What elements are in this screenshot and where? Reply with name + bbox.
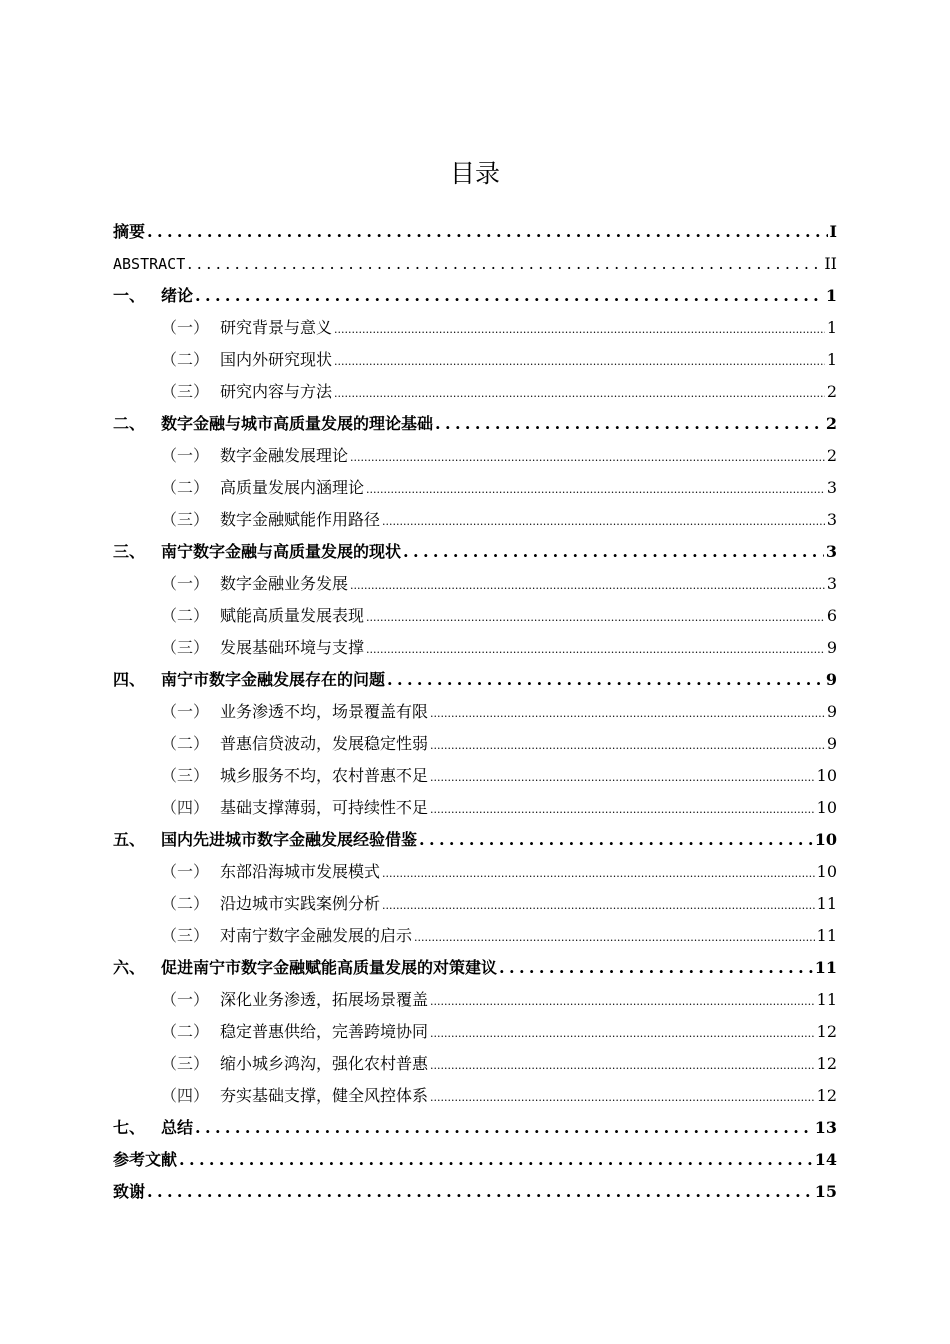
toc-entry-page-number: 13 xyxy=(814,1118,837,1137)
dot-leader xyxy=(430,986,815,1018)
dot-leader xyxy=(382,858,815,890)
toc-entry-section[interactable] xyxy=(113,760,837,792)
toc-entry-chapter[interactable] xyxy=(113,952,837,984)
toc-entry-chapter[interactable] xyxy=(113,536,837,568)
dot-leader xyxy=(366,602,825,634)
toc-entry-page-number: 1 xyxy=(825,286,837,305)
toc-entry-number: （三） xyxy=(161,766,210,785)
toc-entry-title: 数字金融与城市高质量发展的理论基础 xyxy=(161,414,434,433)
toc-entry-number: （三） xyxy=(161,510,210,529)
toc-entry-number: （二） xyxy=(161,606,210,625)
toc-entry-title: 研究内容与方法 xyxy=(220,382,333,401)
toc-entry-title: 南宁数字金融与高质量发展的现状 xyxy=(161,542,402,561)
toc-entry-page-number: 9 xyxy=(826,734,837,753)
toc-entry-title: 城乡服务不均，农村普惠不足 xyxy=(220,766,429,785)
toc-entry-page-number: 10 xyxy=(814,830,837,849)
toc-entry-section[interactable] xyxy=(113,568,837,600)
toc-entry-number: 五、 xyxy=(113,830,146,849)
toc-entry-title: 普惠信贷波动，发展稳定性弱 xyxy=(220,734,429,753)
toc-entry-title: 数字金融业务发展 xyxy=(220,574,349,593)
toc-entry-title: 深化业务渗透，拓展场景覆盖 xyxy=(220,990,429,1009)
toc-entry-page-number: 11 xyxy=(816,926,837,945)
dot-leader xyxy=(499,952,813,984)
dot-leader xyxy=(430,762,815,794)
toc-entry-title: 数字金融赋能作用路径 xyxy=(220,510,381,529)
dot-leader xyxy=(430,1082,815,1114)
toc-entry-number: 二、 xyxy=(113,414,146,433)
dot-leader xyxy=(195,280,824,312)
toc-entry-chapter[interactable] xyxy=(113,216,837,248)
toc-entry-page-number: 10 xyxy=(816,862,837,881)
toc-entry-number: （一） xyxy=(161,862,210,881)
toc-entry-page-number: 2 xyxy=(826,382,837,401)
toc-entry-page-number: 3 xyxy=(826,510,837,529)
toc-entry-page-number: 3 xyxy=(826,574,837,593)
dot-leader xyxy=(334,346,825,378)
dot-leader xyxy=(435,408,824,440)
toc-entry-title: 基础支撑薄弱，可持续性不足 xyxy=(220,798,429,817)
dot-leader xyxy=(187,248,822,280)
dot-leader xyxy=(350,442,825,474)
toc-entry-chapter[interactable] xyxy=(113,664,837,696)
toc-entry-title: 高质量发展内涵理论 xyxy=(220,478,365,497)
dot-leader xyxy=(366,634,825,666)
toc-entry-page-number: 2 xyxy=(826,446,837,465)
toc-entry-page-number: 12 xyxy=(816,1086,837,1105)
toc-entry-title: 致谢 xyxy=(113,1182,146,1201)
toc-entry-title: 缩小城乡鸿沟，强化农村普惠 xyxy=(220,1054,429,1073)
toc-entry-page-number: 12 xyxy=(816,1022,837,1041)
toc-entry-title: 业务渗透不均，场景覆盖有限 xyxy=(220,702,429,721)
toc-entry-page-number: 9 xyxy=(826,702,837,721)
toc-entry-section[interactable] xyxy=(113,1080,837,1112)
toc-entry-section[interactable] xyxy=(113,984,837,1016)
toc-entry-number: 七、 xyxy=(113,1118,146,1137)
toc-entry-number: （四） xyxy=(161,1086,210,1105)
toc-entry-number: 一、 xyxy=(113,286,146,305)
toc-entry-title: ABSTRACT xyxy=(113,255,186,273)
toc-entry-section[interactable] xyxy=(113,856,837,888)
toc-entry-title: 国内先进城市数字金融发展经验借鉴 xyxy=(161,830,418,849)
toc-entry-chapter[interactable] xyxy=(113,1176,837,1208)
toc-entry-number: （三） xyxy=(161,638,210,657)
dot-leader xyxy=(179,1144,813,1176)
toc-entry-chapter[interactable] xyxy=(113,824,837,856)
toc-entry-number: （四） xyxy=(161,798,210,817)
toc-entry-title: 摘要 xyxy=(113,222,146,241)
toc-entry-title: 参考文献 xyxy=(113,1150,178,1169)
toc-entry-title: 绪论 xyxy=(161,286,194,305)
toc-entry-number: （一） xyxy=(161,318,210,337)
dot-leader xyxy=(430,1018,815,1050)
toc-entry-section[interactable] xyxy=(113,376,837,408)
dot-leader xyxy=(430,794,815,826)
toc-entry-page-number: 1 xyxy=(826,350,837,369)
toc-entry-number: （二） xyxy=(161,478,210,497)
toc-entry-number: （一） xyxy=(161,574,210,593)
dot-leader xyxy=(334,314,825,346)
toc-entry-page-number: 1 xyxy=(826,318,837,337)
toc-entry-title: 稳定普惠供给，完善跨境协同 xyxy=(220,1022,429,1041)
toc-entry-page-number: 11 xyxy=(816,990,837,1009)
toc-entry-title: 南宁市数字金融发展存在的问题 xyxy=(161,670,386,689)
toc-entry-title: 研究背景与意义 xyxy=(220,318,333,337)
toc-entry-section[interactable] xyxy=(113,344,837,376)
toc-entry-section[interactable] xyxy=(113,696,837,728)
dot-leader xyxy=(382,890,815,922)
toc-entry-page-number: 3 xyxy=(825,542,837,561)
toc-entry-chapter[interactable] xyxy=(113,1144,837,1176)
toc-entry-number: （一） xyxy=(161,990,210,1009)
toc-entry-number: （三） xyxy=(161,382,210,401)
toc-entry-title: 总结 xyxy=(161,1118,194,1137)
toc-entry-title: 赋能高质量发展表现 xyxy=(220,606,365,625)
dot-leader xyxy=(430,730,825,762)
toc-entry-page-number: II xyxy=(824,254,837,273)
table-of-contents xyxy=(113,216,837,1208)
toc-entry-section[interactable] xyxy=(113,504,837,536)
toc-entry-page-number: 6 xyxy=(826,606,837,625)
dot-leader xyxy=(350,570,825,602)
toc-entry-page-number: I xyxy=(829,222,837,241)
toc-entry-title: 夯实基础支撑，健全风控体系 xyxy=(220,1086,429,1105)
toc-entry-number: （三） xyxy=(161,1054,210,1073)
toc-entry-section[interactable] xyxy=(113,312,837,344)
dot-leader xyxy=(419,824,813,856)
toc-entry-page-number: 14 xyxy=(814,1150,837,1169)
toc-entry-number: （二） xyxy=(161,734,210,753)
toc-entry-number: 四、 xyxy=(113,670,146,689)
toc-entry-section[interactable] xyxy=(113,792,837,824)
toc-entry-number: （一） xyxy=(161,446,210,465)
toc-entry-page-number: 10 xyxy=(816,766,837,785)
toc-entry-page-number: 9 xyxy=(825,670,837,689)
toc-entry-title: 促进南宁市数字金融赋能高质量发展的对策建议 xyxy=(161,958,498,977)
toc-entry-section[interactable] xyxy=(113,600,837,632)
toc-entry-chapter[interactable] xyxy=(113,1112,837,1144)
toc-title: 目录 xyxy=(449,159,500,188)
toc-entry-number: （二） xyxy=(161,350,210,369)
toc-entry-page-number: 9 xyxy=(826,638,837,657)
toc-entry-section[interactable] xyxy=(113,440,837,472)
toc-entry-number: （三） xyxy=(161,926,210,945)
toc-entry-page-number: 12 xyxy=(816,1054,837,1073)
toc-entry-number: （二） xyxy=(161,1022,210,1041)
toc-entry-number: 六、 xyxy=(113,958,146,977)
toc-entry-section[interactable] xyxy=(113,1016,837,1048)
toc-entry-section[interactable] xyxy=(113,1048,837,1080)
dot-leader xyxy=(414,922,815,954)
dot-leader xyxy=(403,536,824,568)
dot-leader xyxy=(334,378,825,410)
toc-entry-section[interactable] xyxy=(113,920,837,952)
toc-entry-page-number: 11 xyxy=(816,894,837,913)
toc-entry-section[interactable] xyxy=(113,632,837,664)
toc-entry-page-number: 15 xyxy=(814,1182,837,1201)
toc-entry-page-number: 3 xyxy=(826,478,837,497)
toc-entry-title: 沿边城市实践案例分析 xyxy=(220,894,381,913)
toc-entry-number: （二） xyxy=(161,894,210,913)
toc-entry-page-number: 2 xyxy=(825,414,837,433)
dot-leader xyxy=(195,1112,813,1144)
toc-entry-section[interactable] xyxy=(113,728,837,760)
toc-entry-section[interactable] xyxy=(113,472,837,504)
dot-leader xyxy=(430,1050,815,1082)
toc-entry-chapter[interactable] xyxy=(113,248,837,280)
toc-entry-title: 国内外研究现状 xyxy=(220,350,333,369)
toc-entry-title: 数字金融发展理论 xyxy=(220,446,349,465)
toc-entry-chapter[interactable] xyxy=(113,280,837,312)
dot-leader xyxy=(366,474,825,506)
toc-entry-page-number: 11 xyxy=(814,958,837,977)
dot-leader xyxy=(382,506,825,538)
toc-entry-title: 东部沿海城市发展模式 xyxy=(220,862,381,881)
toc-entry-number: （一） xyxy=(161,702,210,721)
toc-entry-chapter[interactable] xyxy=(113,408,837,440)
toc-entry-title: 对南宁数字金融发展的启示 xyxy=(220,926,413,945)
toc-entry-page-number: 10 xyxy=(816,798,837,817)
toc-entry-section[interactable] xyxy=(113,888,837,920)
dot-leader xyxy=(147,216,828,248)
toc-entry-title: 发展基础环境与支撑 xyxy=(220,638,365,657)
dot-leader xyxy=(387,664,824,696)
dot-leader xyxy=(430,698,825,730)
dot-leader xyxy=(147,1176,813,1208)
toc-entry-number: 三、 xyxy=(113,542,146,561)
